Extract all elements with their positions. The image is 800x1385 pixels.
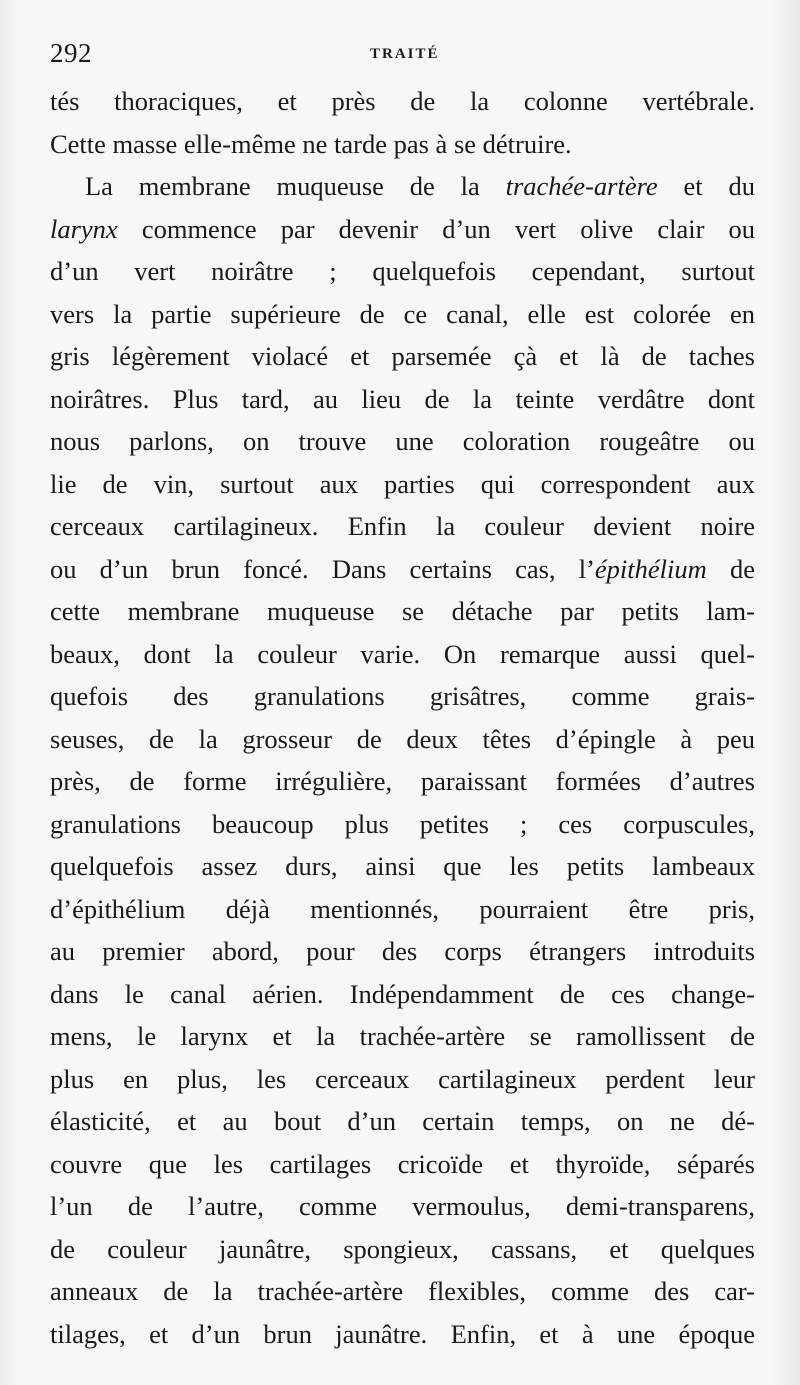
text-line: dans le canal aérien. Indépendamment de ces change- (50, 978, 755, 1009)
text-line: d’un vert noirâtre ; quelquefois cependant, surtout (50, 256, 755, 286)
text-line: de couleur jaunâtre, spongieux, cassans, et quelques (50, 1233, 755, 1264)
text-line: beaux, dont la couleur varie. On remarque aussi quel- (50, 638, 755, 669)
text-line: au premier abord, pour des corps étrangers introduits (50, 936, 755, 966)
page-number: 292 (50, 38, 92, 68)
text-line: anneaux de la trachée-artère flexibles, comme des car- (50, 1276, 755, 1306)
text-line: près, de forme irrégulière, paraissant formées d’autres (50, 766, 755, 796)
text-line: lie de vin, surtout aux parties qui correspondent aux (50, 468, 755, 499)
running-head: TRAITÉ (370, 46, 440, 62)
text-line: cette membrane muqueuse se détache par petits lam- (50, 596, 755, 626)
text-line: Cette masse elle-même ne tarde pas à se détruire. (50, 128, 572, 159)
text-line: l’un de l’autre, comme vermoulus, demi-transparens, (50, 1191, 755, 1221)
text-line: vers la partie supérieure de ce canal, elle est colorée en (50, 298, 755, 329)
text-line: mens, le larynx et la trachée-artère se ramollissent de (50, 1021, 755, 1051)
italic-term: larynx (50, 213, 118, 244)
text-line: d’épithélium déjà mentionnés, pourraient être pris, (50, 893, 755, 924)
text-line: nous parlons, on trouve une coloration rougeâtre ou (50, 426, 755, 456)
text-line: cerceaux cartilagineux. Enfin la couleur devient noire (50, 511, 755, 541)
text-line: gris légèrement violacé et parsemée çà et là de taches (50, 341, 755, 371)
italic-term: trachée-artère (505, 171, 658, 201)
text-span: et du (657, 171, 756, 201)
text-span: de (706, 553, 755, 584)
text-span: La membrane muqueuse de la (85, 171, 506, 201)
text-line: granulations beaucoup plus petites ; ces corpuscules, (50, 808, 755, 839)
text-line: tés thoraciques, et près de la colonne vertébrale. (50, 86, 755, 116)
text-span: ou d’un brun foncé. Dans certains cas, l’ (50, 553, 595, 584)
italic-term: épithélium (594, 553, 707, 584)
text-span: commence par devenir d’un vert olive clair ou (117, 213, 755, 244)
text-line: noirâtres. Plus tard, au lieu de la teinte verdâtre dont (50, 383, 755, 414)
text-line: quefois des granulations grisâtres, comme grais- (50, 681, 755, 711)
text-line: quelquefois assez durs, ainsi que les petits lambeaux (50, 851, 755, 881)
text-line (50, 208, 755, 251)
text-line (50, 548, 755, 591)
text-line: couvre que les cartilages cricoïde et thyroïde, séparés (50, 1148, 755, 1179)
text-line: élasticité, et au bout d’un certain temps, on ne dé- (50, 1106, 755, 1136)
text-line: plus en plus, les cerceaux cartilagineux perdent leur (50, 1063, 755, 1094)
paragraph-start-line (50, 165, 755, 208)
text-line: seuses, de la grosseur de deux têtes d’épingle à peu (50, 723, 755, 754)
text-line: tilages, et d’un brun jaunâtre. Enfin, et à une époque (50, 1318, 755, 1349)
body-text (50, 80, 755, 1355)
